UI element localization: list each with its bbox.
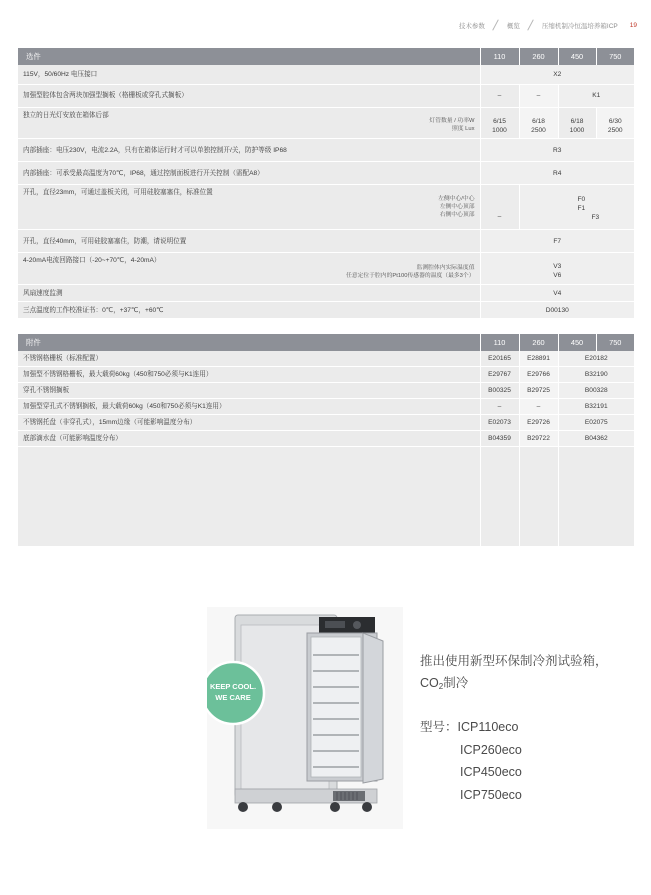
option-sublabels: [346, 264, 475, 280]
sublabel: 灯管数量 / 功率W: [429, 117, 475, 124]
column-header: 260: [519, 334, 558, 351]
sublabel: 任意定位于腔内的Pt100传感器的温度（最多3个）: [345, 272, 475, 279]
option-label: 风扇速度监测: [18, 284, 480, 301]
option-cell: [18, 184, 480, 229]
table-row: [18, 301, 634, 318]
headline-co: CO: [420, 676, 439, 690]
table-row: [18, 252, 634, 284]
option-label: 独立的日光灯安放在箱体后部: [23, 111, 109, 119]
column-header: 450: [558, 48, 596, 65]
incubator-image: [207, 607, 403, 829]
accessory-code: –: [480, 399, 519, 415]
options-header-row: [18, 48, 634, 65]
option-label: 加强型腔体包含两块加强型搁板（格栅板或穿孔式搁板）: [18, 84, 480, 107]
accessory-label: 加强型穿孔式不锈钢搁板，最大载荷60kg（450和750必须与K1连用）: [18, 399, 480, 415]
option-label: 开孔，直径40mm，可用硅胶塞塞住，防潮，请说明位置: [18, 229, 480, 252]
table-row: [18, 229, 634, 252]
option-cell: [18, 107, 480, 138]
model-label: 型号：: [420, 720, 458, 734]
accessory-code: B29725: [519, 383, 558, 399]
accessory-code: B29722: [519, 431, 558, 447]
model-name: ICP750eco: [460, 787, 522, 802]
breadcrumb-item: 技术参数: [458, 22, 485, 30]
option-label: 115V，50/60Hz 电压接口: [18, 65, 480, 84]
table-row: [18, 367, 634, 383]
table-filler: [18, 447, 634, 547]
option-value: 6/15 1000: [480, 107, 519, 138]
page-number: 19: [629, 21, 637, 29]
column-header: 750: [596, 334, 634, 351]
column-header: 750: [596, 48, 634, 65]
accessory-code: B04359: [480, 431, 519, 447]
table-row: [18, 383, 634, 399]
accessories-title: 附件: [18, 334, 480, 351]
accessories-table: [18, 334, 634, 547]
option-sublabels: [438, 195, 474, 219]
model-line: [420, 784, 522, 807]
headline-subscript: 2: [438, 682, 444, 691]
option-code-stack: [480, 252, 634, 284]
headline-tail: 制冷: [443, 676, 469, 690]
table-row: [18, 184, 634, 229]
table-row: [18, 431, 634, 447]
breadcrumb-separator: [488, 20, 504, 30]
sublabel: 监测腔体内实际温度值: [416, 264, 475, 271]
model-line: [420, 716, 522, 739]
sublabel: 左侧中心顶部: [439, 203, 475, 210]
option-code: F3: [591, 213, 600, 221]
sublabel: 左侧中心/中心: [438, 195, 475, 202]
headline-line-2: [420, 672, 608, 698]
accessory-code: E20165: [480, 351, 519, 367]
accessory-label: 不锈钢托盘（非穿孔式），15mm边缘（可能影响温度分布）: [18, 415, 480, 431]
sublabel: 照度 Lux: [451, 125, 475, 132]
model-name: ICP450eco: [460, 765, 522, 779]
option-label: 三点温度的工作校准证书：0℃，+37℃，+60℃: [18, 301, 480, 318]
option-value: –: [480, 84, 519, 107]
option-code: V4: [480, 284, 634, 301]
breadcrumb-separator: [523, 20, 539, 30]
table-row: [18, 107, 634, 138]
accessory-label: 底部滴水盘（可能影响温度分布）: [18, 431, 480, 447]
model-line: [420, 739, 522, 762]
column-header: 110: [480, 334, 519, 351]
model-name: ICP260eco: [460, 742, 522, 757]
option-code: K1: [558, 84, 634, 107]
accessory-code: B00328: [558, 383, 634, 399]
accessory-code: B00325: [480, 383, 519, 399]
accessory-code: E02075: [558, 415, 634, 431]
table-row: [18, 284, 634, 301]
accessory-code: E29726: [519, 415, 558, 431]
accessory-label: 加强型不锈钢格栅板，最大载荷60kg（450和750必须与K1连用）: [18, 367, 480, 383]
accessory-code: B32190: [558, 367, 634, 383]
option-value: –: [519, 84, 558, 107]
option-code: R3: [480, 138, 634, 161]
table-row: [18, 138, 634, 161]
badge-line-1: KEEP COOL.: [209, 682, 257, 691]
headline-line-1: 推出使用新型环保制冷剂试验箱，: [420, 654, 608, 668]
table-row: [18, 399, 634, 415]
accessory-code: E29767: [480, 367, 519, 383]
model-line: [420, 761, 522, 784]
option-label: 内部插座：可承受最高温度为70℃，IP68，通过控制面板进行开关控制（需配A8）: [18, 161, 480, 184]
table-row: [18, 161, 634, 184]
option-value: 6/18 2500: [519, 107, 558, 138]
accessory-code: E28891: [519, 351, 558, 367]
option-code: V6: [553, 271, 562, 279]
model-name: ICP110eco: [457, 720, 519, 734]
option-label: 4-20mA电流回路接口（-20~+70℃，4-20mA）: [23, 256, 161, 264]
promo-headline: [420, 650, 608, 698]
column-header: 110: [480, 48, 519, 65]
option-code: V3: [553, 262, 562, 270]
options-title: 选件: [18, 48, 480, 65]
options-table: [18, 48, 634, 319]
accessories-header-row: [18, 334, 634, 351]
option-cell: [18, 252, 480, 284]
accessory-label: 穿孔不锈钢搁板: [18, 383, 480, 399]
option-code-stack: [519, 184, 634, 229]
badge-line-2: WE CARE: [215, 693, 251, 702]
option-label: 开孔，直径23mm，可通过盖板关闭，可用硅胶塞塞住，标准位置: [23, 188, 213, 196]
table-row: [18, 351, 634, 367]
breadcrumb-item: 概览: [506, 22, 520, 30]
accessory-code: E20182: [558, 351, 634, 367]
option-code: R4: [480, 161, 634, 184]
option-value: –: [480, 184, 519, 229]
model-list: [420, 716, 522, 806]
option-code: F7: [480, 229, 634, 252]
option-value: 6/30 2500: [596, 107, 634, 138]
accessory-code: E02073: [480, 415, 519, 431]
table-row: [18, 415, 634, 431]
table-row: [18, 84, 634, 107]
accessory-code: B04362: [558, 431, 634, 447]
sublabel: 右侧中心顶部: [439, 211, 475, 218]
breadcrumb: [459, 18, 637, 32]
option-sublabels: [429, 117, 474, 133]
option-code: F1: [577, 204, 586, 212]
option-label: 内部插座：电压230V，电流2.2A，只有在箱体运行时才可以单独控制开/关，防护等级 IP68: [18, 138, 480, 161]
column-header: 260: [519, 48, 558, 65]
option-code: D00130: [480, 301, 634, 318]
accessory-label: 不锈钢格栅板（标准配置）: [18, 351, 480, 367]
breadcrumb-item: 压缩机制冷恒温培养箱ICP: [541, 22, 618, 30]
table-row: [18, 65, 634, 84]
accessory-code: E29766: [519, 367, 558, 383]
option-code: F0: [577, 195, 586, 203]
accessory-code: –: [519, 399, 558, 415]
accessory-code: B32191: [558, 399, 634, 415]
option-code: X2: [480, 65, 634, 84]
option-value: 6/18 1000: [558, 107, 596, 138]
column-header: 450: [558, 334, 596, 351]
